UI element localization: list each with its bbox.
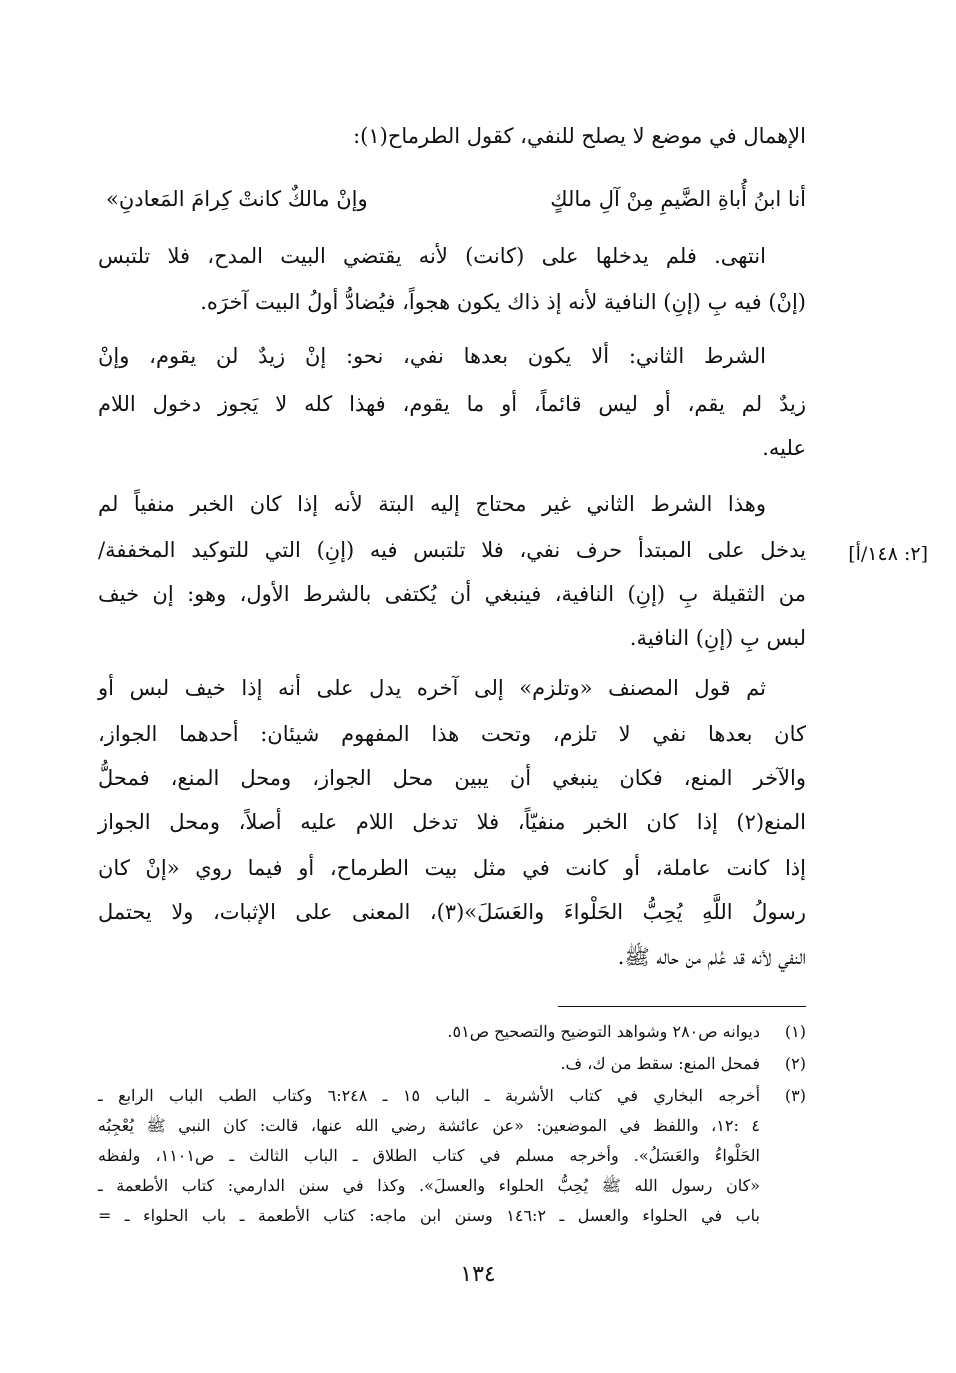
text-line: من الثقيلة بِ (إنِ) النافية، فينبغي أن يُكتفى بالشرط الأول، وهو: إن خيف — [98, 582, 806, 606]
text-line: رسولُ اللَّهِ يُحِبُّ الحَلْواءَ والعَسَلَ»(٣)، المعنى على الإثبات، ولا يحتمل — [98, 900, 806, 924]
verse-left-hemistich: وإنْ مالكٌ كانتْ كِرامَ المَعادنِ» — [106, 187, 368, 211]
footnote-text: الحَلْواءُ والعَسَلُ». وأخرجه مسلم في كتاب الطلاق ـ الباب الثالث ـ ص١١٠١، ولفظه — [98, 1146, 760, 1165]
footnote-text: باب في الحلواء والعسل ـ ١٤٦:٢ وسنن ابن ماجه: كتاب الأطعمة ـ باب الحلواء ـ = — [98, 1206, 761, 1225]
footnote-2 — [98, 1054, 806, 1073]
text-line: الشرط الثاني: ألا يكون بعدها نفي، نحو: إنْ زيدٌ لن يقوم، وإنْ — [98, 344, 766, 368]
verse-right-hemistich: أنا ابنُ أُباةِ الضَّيمِ مِنْ آلِ مالكٍ — [550, 187, 806, 211]
footnote-3 — [98, 1086, 806, 1246]
footnote-text: ديوانه ص٢٨٠ وشواهد التوضيح والتصحيح ص٥١. — [447, 1022, 760, 1041]
footnote-number: (٢) — [784, 1054, 806, 1073]
page-number: ١٣٤ — [460, 1262, 496, 1287]
text-line: النفي لأنه قد عُلم من حاله ﷺ. — [617, 945, 806, 969]
text-line: إذا كانت عاملة، أو كانت في مثل بيت الطرماح، أو فيما روي «إنْ كان — [98, 856, 806, 880]
text-line: (إنْ) فيه بِ (إنِ) النافية لأنه إذ ذاك يكون هجواً، فيُضادُّ أولُ البيت آخرَه. — [200, 290, 806, 314]
footnote-1 — [98, 1022, 806, 1041]
text-line: كان بعدها نفي لا تلزم، وتحت هذا المفهوم شيئان: أحدهما الجواز، — [98, 722, 806, 746]
text-line: والآخر المنع، فكان ينبغي أن يبين محل الجواز، ومحل المنع، فمحلُّ — [98, 766, 806, 790]
text-line: زيدٌ لم يقم، أو ليس قائماً، أو ما يقوم، فهذا كله لا يَجوز دخول اللام — [98, 392, 806, 416]
text-line: يدخل على المبتدأ حرف نفي، فلا تلتبس فيه (إنِ) التي للتوكيد المخففة/ — [98, 538, 806, 562]
footnote-number: (١) — [784, 1022, 806, 1041]
manuscript-folio-reference: [٢: ١٤٨/أ] — [848, 543, 928, 565]
text-line: ثم قول المصنف «وتلزم» إلى آخره يدل على أنه إذا خيف لبس أو — [98, 676, 766, 700]
footnote-text: أخرجه البخاري في كتاب الأشربة ـ الباب ١٥ ـ ٦:٢٤٨ وكتاب الطب الباب الرابع ـ — [98, 1086, 761, 1105]
text-line: عليه. — [762, 436, 806, 460]
footnote-number: (٣) — [784, 1086, 806, 1105]
footnote-text: «كان رسول الله ﷺ يُحِبُّ الحلواء والعسلَ». وكذا في سنن الدارمي: كتاب الأطعمة ـ — [98, 1176, 760, 1195]
footnote-text: ٤ :١٢، واللفظ في الموضعين: «عن عائشة رضي الله عنها، قالت: كان النبي ﷺ يُعْجِبُه — [98, 1116, 760, 1135]
footnote-separator — [558, 1006, 806, 1007]
text-line: الإهمال في موضع لا يصلح للنفي، كقول الطرماح(١): — [353, 124, 806, 148]
footnote-text: فمحل المنع: سقط من ك، ف. — [560, 1054, 760, 1073]
text-line: انتهى. فلم يدخلها على (كانت) لأنه يقتضي البيت المدح، فلا تلتبس — [98, 244, 766, 268]
text-line: وهذا الشرط الثاني غير محتاج إليه البتة لأنه إذا كان الخبر منفياً لم — [98, 492, 766, 516]
text-line: المنع(٢) إذا كان الخبر منفيّاً، فلا تدخل اللام عليه أصلاً، ومحل الجواز — [98, 810, 806, 834]
text-line: لبس بِ (إنِ) النافية. — [629, 626, 806, 650]
